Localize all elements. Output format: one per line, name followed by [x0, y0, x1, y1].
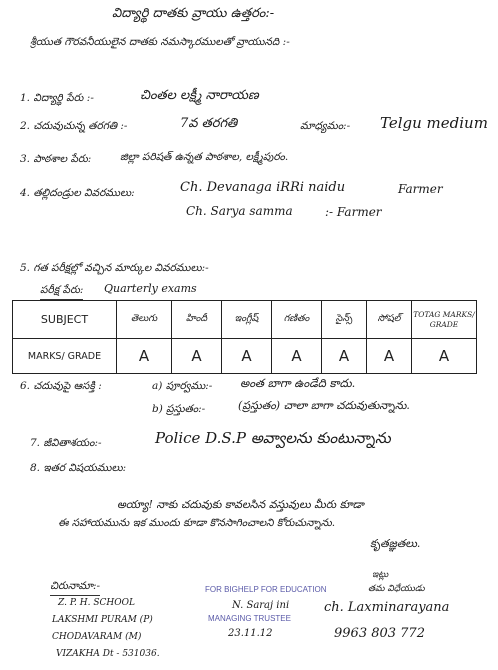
grade-cell: A: [222, 339, 272, 374]
yours-faithfully: తమ విధేయుడు: [368, 584, 425, 594]
grade-cell: A: [367, 339, 412, 374]
exam-value: Quarterly exams: [104, 282, 197, 295]
class-value: 7వ తరగతి: [180, 116, 238, 131]
class-label: 2. చదువుచున్న తరగతి :-: [20, 120, 128, 132]
grade-cell: A: [172, 339, 222, 374]
medium-value: Telgu medium: [380, 114, 488, 132]
header-subject: SUBJECT: [13, 301, 117, 339]
letter-heading: విద్యార్థి దాతకు వ్రాయు ఉత్తరం:-: [112, 6, 275, 21]
thanks: కృతజ్ఞతలు.: [370, 537, 421, 550]
parents-label: 4. తల్లిదండ్రుల వివరములు:: [20, 187, 135, 199]
exam-label: పరీక్ష పేరు:: [40, 284, 83, 300]
interest-past-label: a) పూర్వము:-: [152, 380, 213, 392]
marks-intro: 5. గత పరీక్షల్లో వచ్చిన మార్కుల వివరములు:-: [20, 262, 209, 274]
closing: ఇట్లు: [372, 570, 389, 580]
header-english: ఇంగ్లీష్: [222, 301, 272, 339]
interest-present-value: (ప్రస్తుతం) చాలా బాగా చదువుతున్నాను.: [238, 399, 410, 412]
interest-past-value: అంత బాగా ఉండేది కాదు.: [240, 376, 356, 390]
grade-cell: A: [322, 339, 367, 374]
row-label: MARKS/ GRADE: [13, 339, 117, 374]
address-line: VIZAKHA Dt - 531036.: [56, 649, 160, 659]
stamp-date: 23.11.12: [228, 628, 273, 639]
address-line: Z. P. H. SCHOOL: [58, 598, 135, 608]
stamp-org: FOR BIGHELP FOR EDUCATION: [205, 585, 327, 594]
student-name-value: చింతల లక్ష్మీ నారాయణ: [140, 88, 259, 103]
father-occupation: Farmer: [398, 182, 443, 196]
other-label: 8. ఇతర విషయములు:: [30, 462, 127, 474]
school-value: జిల్లా పరిషత్ ఉన్నత పాఠశాల, లక్ష్మీపురం.: [120, 151, 289, 163]
goal-label: 7. జీవితాశయం:-: [30, 437, 102, 449]
school-label: 3. పాఠశాల పేరు:: [20, 153, 92, 165]
medium-label: మాధ్యమం:-: [300, 120, 351, 132]
grade-cell: A: [412, 339, 477, 374]
address-line: CHODAVARAM (M): [52, 632, 142, 642]
header-science: సైన్స్: [322, 301, 367, 339]
header-social: సోషల్: [367, 301, 412, 339]
header-maths: గణితం: [272, 301, 322, 339]
grade-cell: A: [272, 339, 322, 374]
mother-name: Ch. Sarya samma: [186, 204, 293, 218]
student-name-label: 1. విద్యార్థి పేరు :-: [20, 92, 94, 104]
interest-label: 6. చదువుపై ఆసక్తి :: [20, 380, 102, 392]
stamp-title: MANAGING TRUSTEE: [208, 614, 291, 623]
address-label: చిరునామా:-: [50, 580, 100, 596]
grade-cell: A: [117, 339, 172, 374]
mother-occupation: :- Farmer: [325, 205, 382, 219]
table-header-row: [13, 301, 477, 339]
signer-name: ch. Laxminarayana: [324, 600, 450, 615]
marks-table: [12, 300, 477, 374]
header-hindi: హిందీ: [172, 301, 222, 339]
table-row: [13, 339, 477, 374]
interest-present-label: b) ప్రస్తుతం:-: [152, 403, 206, 415]
address-line: LAKSHMI PURAM (P): [52, 615, 153, 625]
header-total: TOTAG MARKS/ GRADE: [412, 301, 477, 339]
other-line2: ఈ సహాయమును ఇక ముందు కూడా కొనసాగించాలని కోరుచున్నాను.: [58, 517, 336, 529]
header-telugu: తెలుగు: [117, 301, 172, 339]
father-name: Ch. Devanaga iRRi naidu: [180, 180, 346, 195]
other-line1: అయ్యా! నాకు చదువుకు కావలసిన వస్తువులు మీరు కూడా: [117, 498, 364, 511]
goal-value: Police D.S.P అవ్వాలను కుంటున్నాను: [155, 429, 391, 447]
salutation: శ్రీయుత గౌరవనీయులైన దాతకు నమస్కారములతో వ్రాయునది :-: [30, 36, 290, 48]
signer-phone: 9963 803 772: [334, 626, 425, 641]
stamp-signature: N. Saraj ini: [232, 600, 290, 611]
